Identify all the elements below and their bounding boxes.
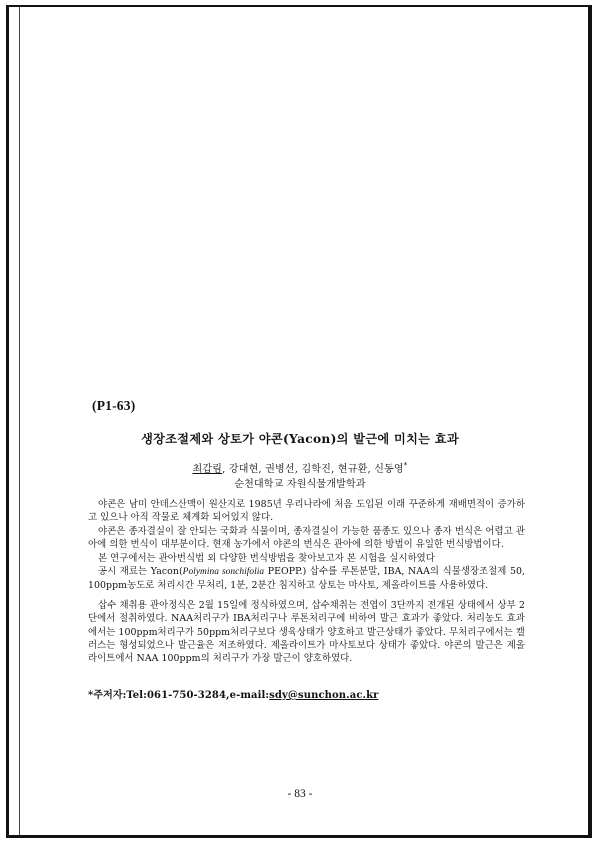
page-inner-border — [19, 7, 588, 835]
paper-title: 생장조절제와 상토가 야콘(Yacon)의 발근에 미치는 효과 — [141, 432, 459, 446]
paragraph-objective: 본 연구에서는 관아번식법 외 다양한 번식방법을 찾아보고자 본 시험을 실시하였다 — [98, 552, 435, 564]
first-author: 최갑림 — [192, 464, 223, 475]
corresponding-mark: * — [403, 461, 408, 470]
contact-info: *주저자:Tel:061-750-3284,e-mail: — [88, 690, 270, 701]
species-name: Polymina sonchifolia — [182, 567, 265, 578]
correspondence-line — [88, 686, 379, 701]
paragraph-materials — [88, 565, 525, 593]
page-border — [6, 5, 592, 838]
paragraph-results: 삽수 채취용 관아정식은 2월 15일에 정식하였으며, 삽수채취는 전엽이 3단까지 전개된 상태에서 상부 2단에서 절취하였다. NAA처리구가 IBA처리구나 루톤처리구에 비하여 발근 효과가 좋았다. 처리농도 효과에서는 100ppm처리구가 50ppm처리구보다 생육상태가 양호하고 발근상태가 좋았다. 무처리구에서는 캘러스는 형성되었으나 발근율은 저조하였다. 제올라이트가 마사토보다 상태가 좋았다. 야콘의 발근은 제올라이트에서 NAA 100ppm의 처리구가 가장 발근이 양호하였다. — [88, 599, 525, 665]
affiliation: 순천대학교 자원식물개발학과 — [234, 479, 366, 490]
paragraph-intro: 야콘은 남미 안데스산맥이 원산지로 1985년 우리나라에 처음 도입된 이래 꾸준하게 재배면적이 증가하고 있으나 아직 작물로 체계화 되어있지 않다. — [88, 499, 525, 524]
co-authors: , 강대현, 권병선, 김학진, 현규환, 신동영 — [222, 464, 404, 475]
page-number: - 83 - — [287, 788, 313, 800]
email-link[interactable]: sdy@sunchon.ac.kr — [269, 690, 379, 701]
materials-text-b: PEOPP.) 삽수를 루톤분말, IBA, NAA의 식물생장조절제 50, 100ppm농도로 처리시간 무처리, 1분, 2분간 침지하고 상토는 마사토, 제올라이트를 사용하였다. — [88, 566, 526, 592]
materials-text-a: 공시 재료는 Yacon( — [98, 566, 183, 578]
author-list — [0, 460, 600, 475]
abstract-body — [88, 498, 525, 666]
paragraph-propagation: 야콘은 종자결실이 잘 안되는 국화과 식물이며, 종자결실이 가능한 품종도 있으나 종자 번식은 어렵고 관아에 의한 번식이 대부분이다. 현재 농가에서 야콘의 번식은 관아에 의한 방법이 유일한 번식방법이다. — [88, 525, 525, 551]
abstract-code: (P1-63) — [92, 398, 136, 413]
